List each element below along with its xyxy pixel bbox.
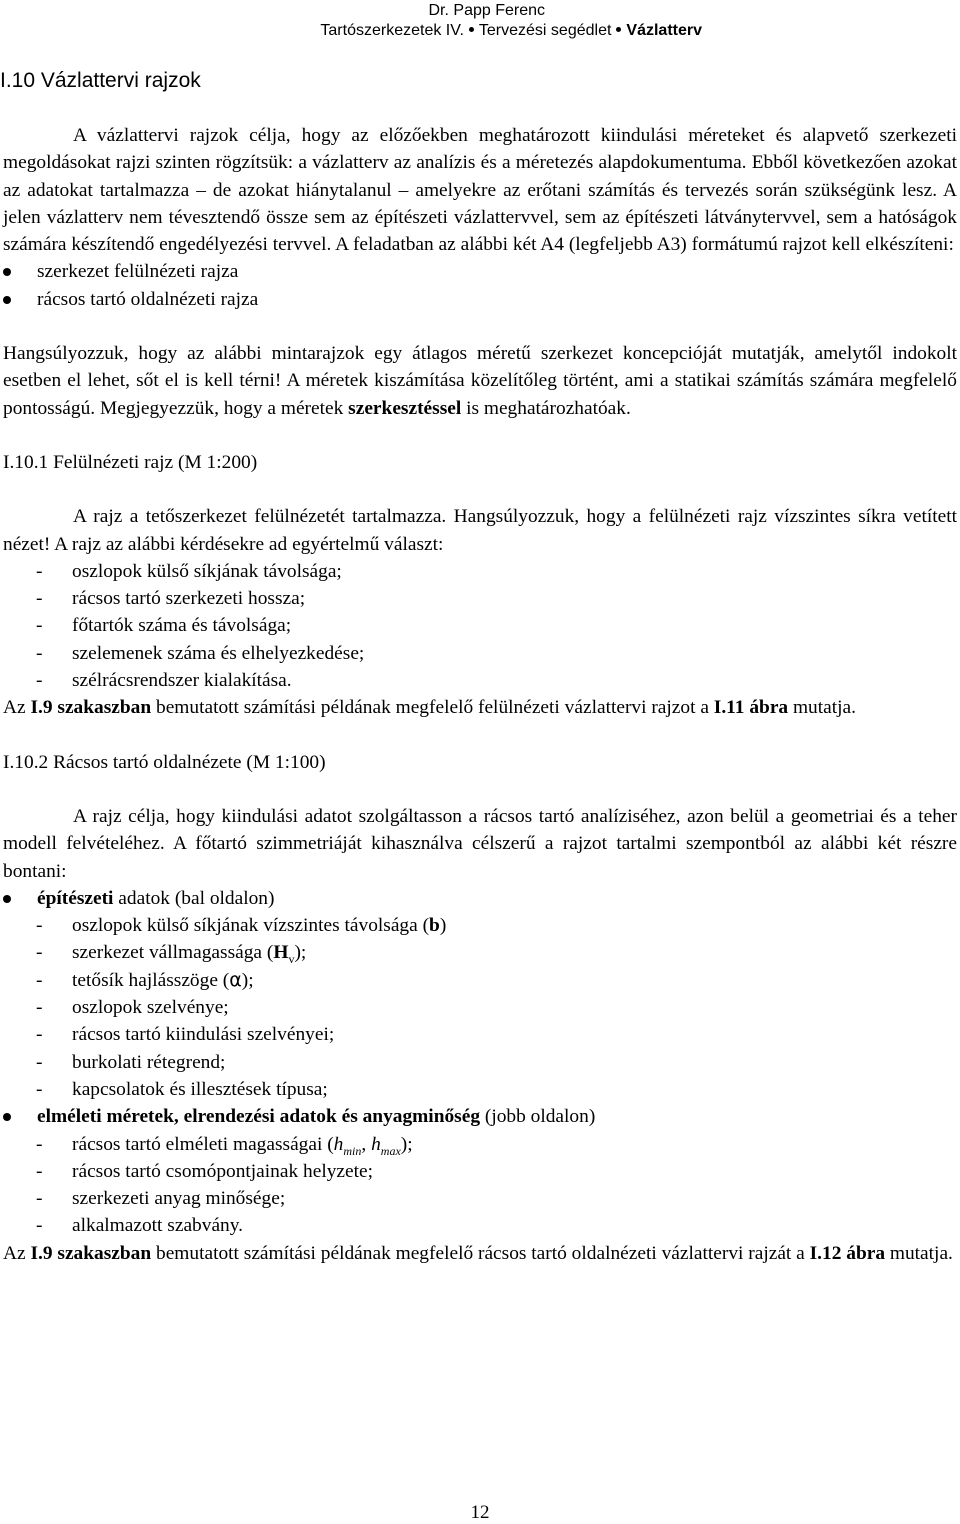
bullet-dot-icon [616, 27, 621, 32]
list-item: - tetősík hajlásszöge (α); [36, 968, 254, 991]
header-course-line [0, 21, 960, 41]
list-item: - szélrácsrendszer kialakítása. [36, 670, 292, 692]
list-item: - szerkezeti anyag minősége; [36, 1188, 286, 1210]
list-item: rácsos tartó oldalnézeti rajza [3, 286, 957, 313]
list-item: - oszlopok külső síkjának távolsága; [36, 560, 342, 582]
intro-paragraph: A vázlattervi rajzok célja, hogy az előzőekben meghatározott kiindulási méreteket és alapvető szerkezeti megoldásokat rajzi szinten rögzítsük: a vázlatterv az analízis és a méretezés alapdokumentuma. Ebből következően azokat az adatokat tartalmazza – de azokat hiánytalanul – amelyekre az erőtani számítás és tervezés során szükségünk lesz. A jelen vázlatterv nem tévesztendő össze sem az építészeti vázlattervvel, sem az építészeti látványtervvel, sem a hatóságok számára készítendő engedélyezési tervvel. A feladatban az alábbi két A4 (legfeljebb A3) formátumú rajzot kell elkészíteni: [3, 125, 957, 256]
running-header [0, 1, 960, 41]
figure-reference: Az I.9 szakaszban bemutatott számítási példának megfelelő rácsos tartó oldalnézeti vázlattervi rajzát a I.12 ábra mutatja. [3, 1242, 953, 1264]
list-item: - rácsos tartó szerkezeti hossza; [36, 588, 306, 610]
list-item: - főtartók száma és távolsága; [36, 615, 292, 637]
header-author: Dr. Papp Ferenc [428, 2, 545, 19]
list-item: - szerkezet vállmagassága $(H_v)$; [36, 942, 307, 967]
list-item: - rácsos tartó csomópontjainak helyzete; [36, 1160, 373, 1182]
document-body [3, 122, 957, 1267]
list-item: - alkalmazott szabvány. [36, 1215, 244, 1237]
bullet-dot-icon [469, 27, 474, 32]
header-part: Vázlatterv [626, 22, 702, 39]
section-heading: I.10.1 Felülnézeti rajz (M 1:200) [3, 451, 258, 473]
header-course: Tartószerkezetek IV. [320, 22, 464, 39]
section-paragraph: A rajz célja, hogy kiindulási adatot szolgáltasson a rácsos tartó analíziséhez, azon belül a geometriai és a teher modell felvételéhez. A főtartó szimmetriáját kihasználva célszerű a rajzot tartalmi szempontból az alábbi két részre bontani: [3, 805, 957, 882]
figure-reference: Az I.9 szakaszban bemutatott számítási példának megfelelő felülnézeti vázlattervi rajzot a I.11 ábra mutatja. [3, 697, 856, 719]
note-paragraph: Hangsúlyozzuk, hogy az alábbi mintarajzok egy átlagos méretű szerkezet koncepcióját mutatják, amelytől indokolt esetben el lehet, sőt el is kell térni! A méretek kiszámítása közelítőleg történt, ami a statikai számítás számára megfelelő pontosságú. Megjegyezzük, hogy a méretek szerkesztéssel is meghatározhatóak. [3, 343, 957, 419]
list-item: - kapcsolatok és illesztések típusa; [36, 1078, 328, 1100]
chapter-title: I.10 Vázlattervi rajzok [0, 69, 201, 92]
list-item: - szelemenek száma és elhelyezkedése; [36, 642, 365, 664]
list-item: - rácsos tartó kiindulási szelvényei; [36, 1024, 335, 1046]
list-item: - oszlopok szelvénye; [36, 997, 229, 1019]
list-item: építészeti adatok (bal oldalon) [3, 885, 957, 912]
list-item: - oszlopok külső síkjának vízszintes távolsága (b) [36, 915, 447, 937]
list-item: - burkolati rétegrend; [36, 1051, 226, 1073]
list-item: szerkezet felülnézeti rajza [3, 258, 957, 285]
list-item: - rácsos tartó elméleti magasságai ($h_{min}$, $h_{max}$); [36, 1133, 413, 1158]
section-paragraph: A rajz a tetőszerkezet felülnézetét tartalmazza. Hangsúlyozzuk, hogy a felülnézeti rajz vízszintes síkra vetített nézet! A rajz az alábbi kérdésekre ad egyértelmű választ: [3, 506, 957, 555]
header-section: Tervezési segédlet [478, 22, 612, 39]
page-number: 12 [470, 1502, 490, 1523]
section-heading: I.10.2 Rácsos tartó oldalnézete (M 1:100) [3, 751, 326, 773]
list-item: elméleti méretek, elrendezési adatok és anyagminőség (jobb oldalon) [3, 1103, 957, 1130]
